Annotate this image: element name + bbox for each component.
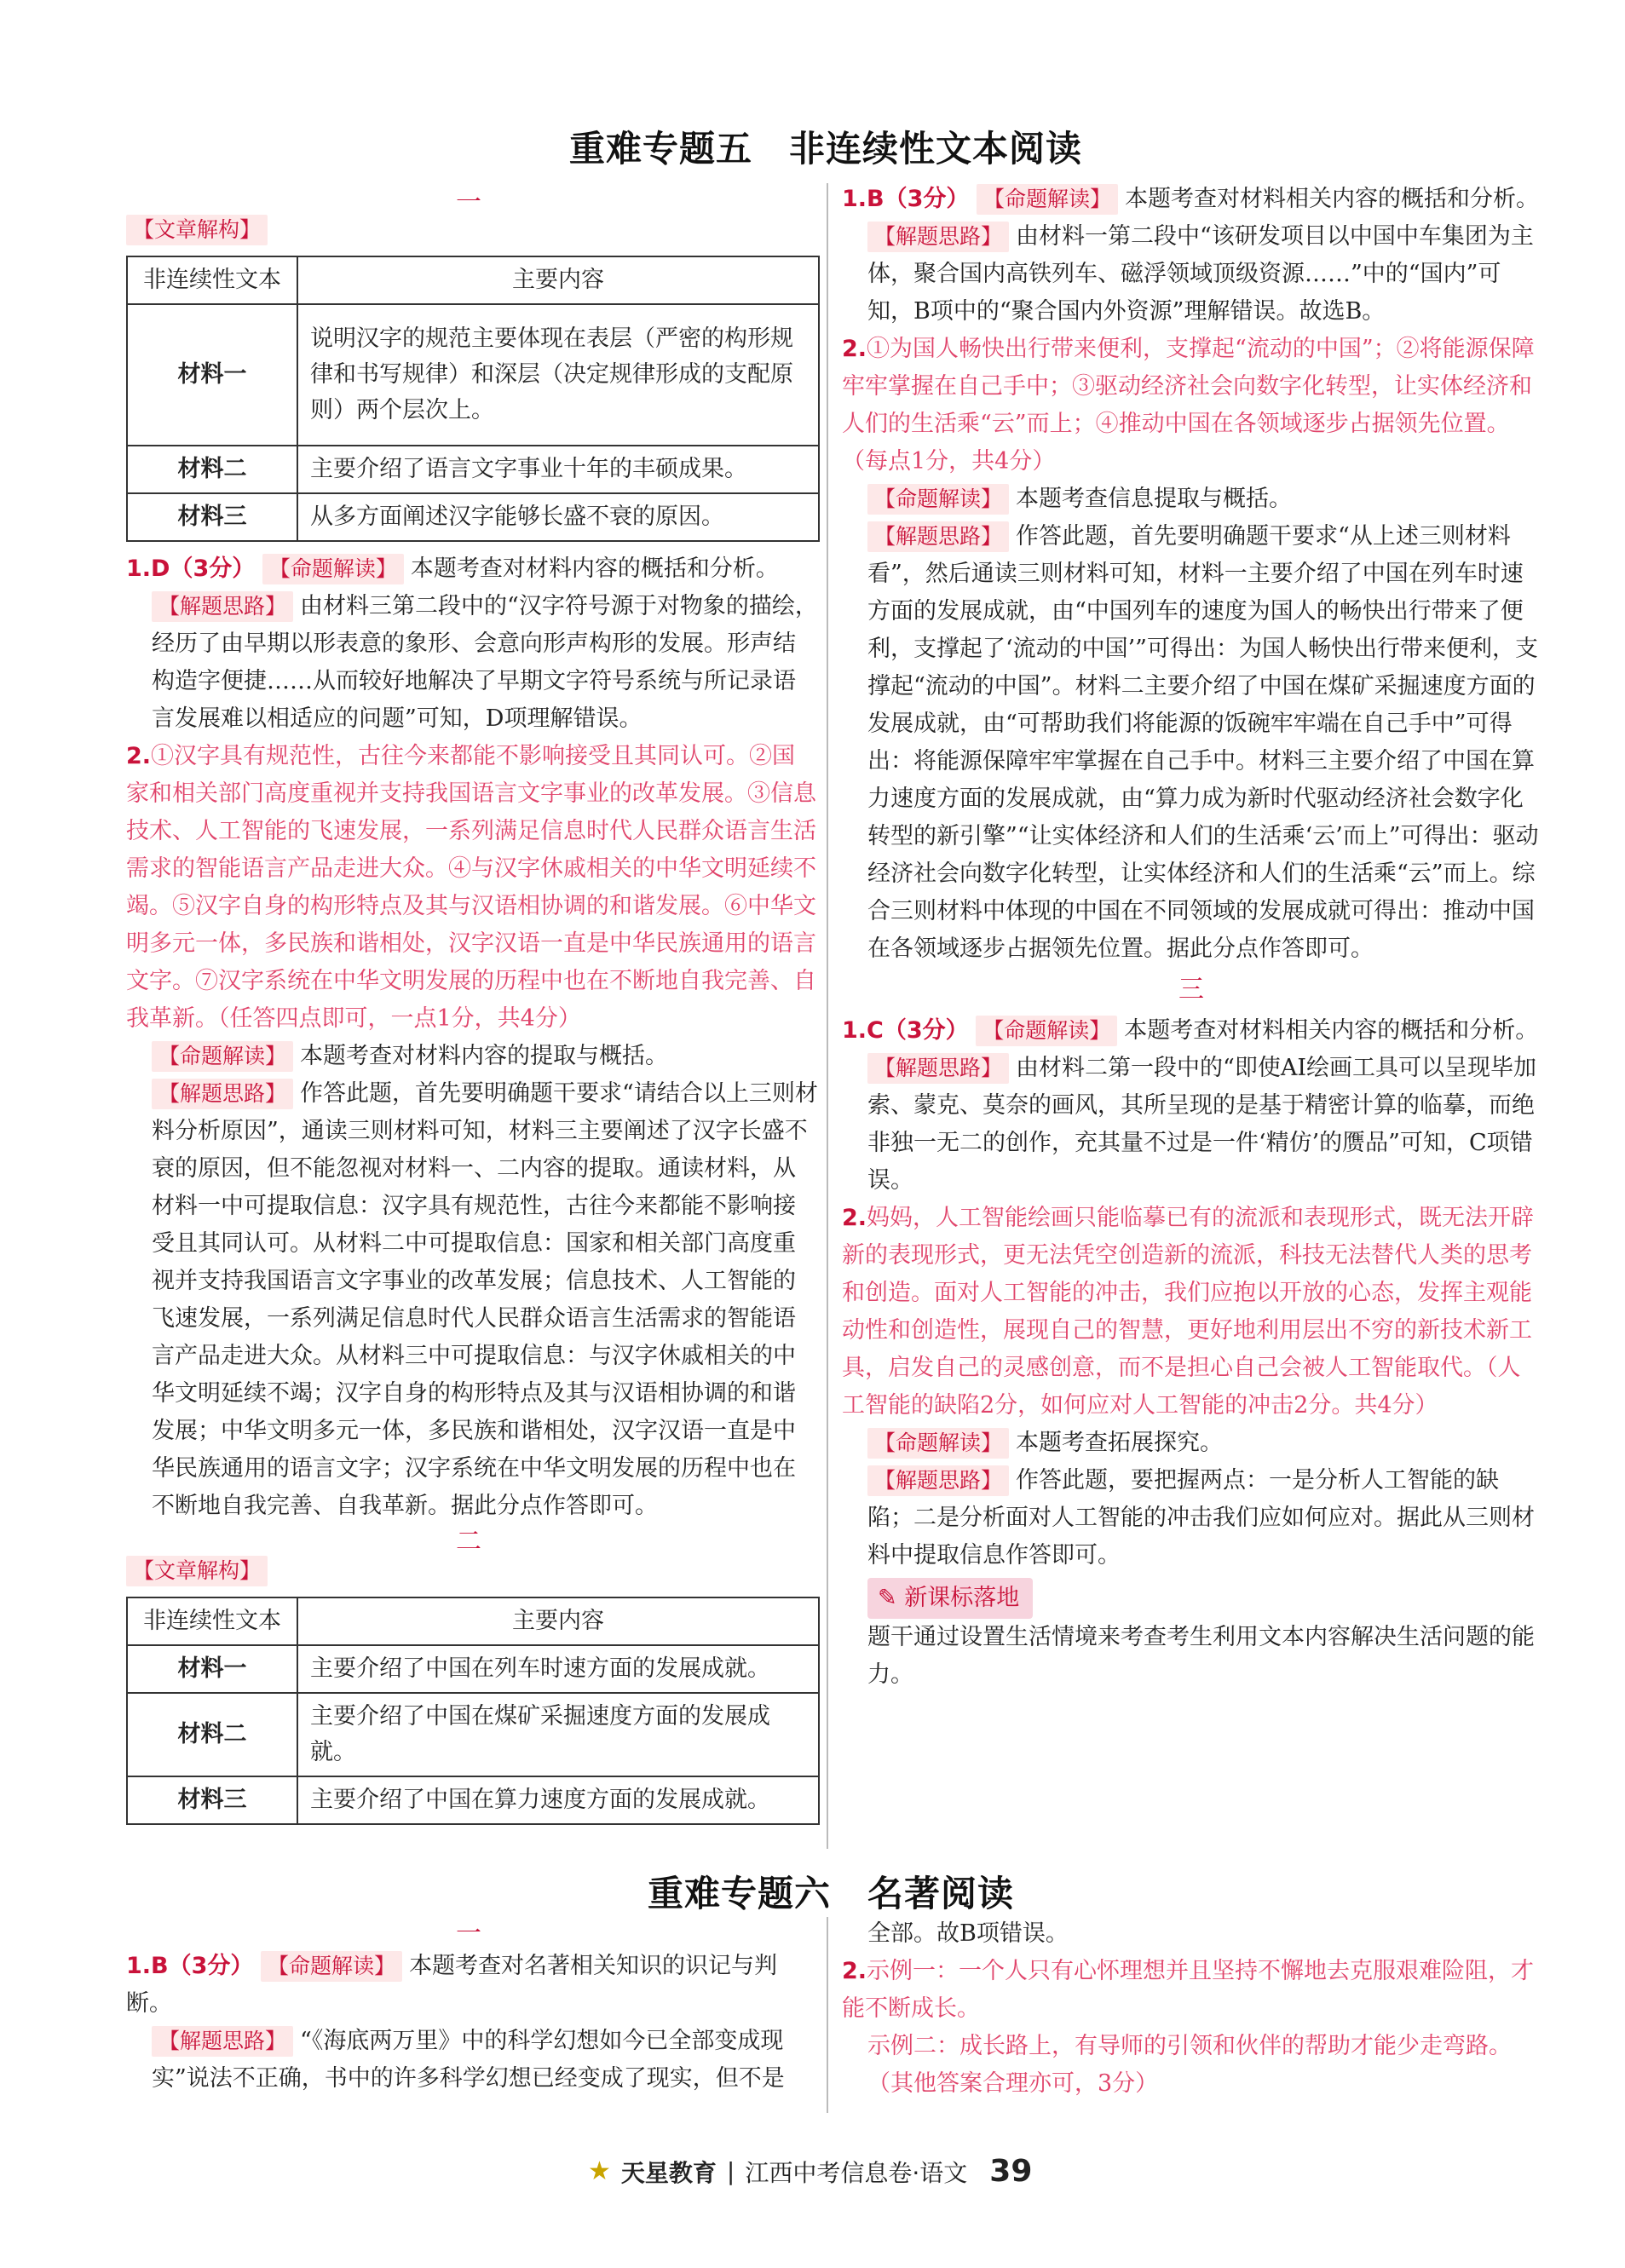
silu-text: 由材料二第一段中的“即使AI绘画工具可以呈现毕加索、蒙克、莫奈的画风，其所呈现的是基于精密计算的临摹，而绝非独一无二的创作，充其量不过是一件‘精仿’的赝品”可知，C项错误。	[867, 1055, 1537, 1194]
column-divider-2	[827, 1917, 828, 2113]
silu-tag: 【 解题思路 】	[152, 2026, 293, 2057]
mingti-text: 本题考查对材料相关内容的概括和分析。	[1124, 1017, 1539, 1044]
th-content: 主要内容	[297, 1597, 819, 1645]
column-divider	[827, 183, 828, 1849]
answer: B（3分）	[151, 1953, 254, 1979]
section-three: 三	[1178, 975, 1204, 1004]
jiegou-tag-2: 【 文章解构 】	[126, 1556, 268, 1586]
mingti-text: 本题考查对名著相关知识的识记与判断。	[126, 1953, 778, 2017]
th-content: 主要内容	[297, 256, 819, 304]
star-logo-icon: ★	[588, 2156, 611, 2186]
silu-text: 由材料三第二段中的“汉字符号源于对物象的描绘，经历了由早期以形表意的象形、会意向形声构形的发展。形声结构造字便捷……从而较好地解决了早期文字符号系统与所记录语言发展难以相适应的问题”可知，D项理解错误。	[152, 593, 818, 732]
topic6-title: 重难专题六 名著阅读	[648, 1873, 1015, 1914]
mingti-tag: 【 命题解读 】	[867, 1428, 1009, 1459]
q-number: 2.	[842, 336, 867, 362]
silu-text: 作答此题，首先要明确题干要求“请结合以上三则材料分析原因”，通读三则材料可知，材料三主要阐述了汉字长盛不衰的原因，但不能忽视对材料一、二内容的提取。通读材料，从材料一中可提取信息：汉字具有规范性，古往今来都能不影响接受且其同认可。从材料二中可提取信息：国家和相关部门高度重视并支持我国语言文字事业的改革发展；信息技术、人工智能的飞速发展，一系列满足信息时代人民群众语言生活需求的智能语言产品走进大众。从材料三中可提取信息：与汉字休戚相关的中华文明延续不竭；汉字自身的构形特点及其与汉语相协调的和谐发展；中华文明多元一体，多民族和谐相处，汉字汉语一直是中华民族通用的语言文字；汉字系统在中华文明发展的历程中也在不断地自我完善、自我革新。据此分点作答即可。	[152, 1080, 818, 1519]
silu-text: “《海底两万里》中的科学幻想如今已全部变成现实”说法不正确，书中的许多科学幻想已经变成了现实，但不是	[152, 2028, 785, 2092]
row-value: 主要介绍了中国在煤矿采掘速度方面的发展成就。	[297, 1693, 819, 1776]
footer-brand: 天星教育	[620, 2158, 717, 2187]
xinkebiao-badge	[867, 1578, 1033, 1619]
q1-continuation: 全部。故B项错误。	[867, 1920, 1069, 1947]
topic6-left	[126, 1948, 818, 2098]
structure-table-2	[126, 1597, 820, 1825]
mingti-tag: 【 命题解读 】	[261, 1951, 402, 1982]
footer-series: 江西中考信息卷·语文	[745, 2158, 968, 2187]
silu-tag: 【 解题思路 】	[867, 521, 1009, 552]
example-two: 示例二：成长路上，有导师的引领和伙伴的帮助才能少走弯路。（其他答案合理亦可，3分）	[867, 2033, 1512, 2097]
silu-tag: 【 解题思路 】	[152, 591, 293, 622]
row-key: 材料三	[127, 493, 297, 541]
xinkebiao-label: 新课标落地	[904, 1585, 1020, 1611]
section-one: 一	[456, 187, 481, 217]
jiegou-tag: 【 文章解构 】	[126, 215, 268, 245]
mingti-tag: 【 命题解读 】	[977, 184, 1118, 215]
silu-tag: 【 解题思路 】	[867, 1053, 1009, 1084]
mingti-tag: 【 命题解读 】	[152, 1041, 293, 1072]
right-column-body	[842, 181, 1541, 1694]
silu-tag: 【 解题思路 】	[867, 1465, 1009, 1496]
row-value: 主要介绍了中国在算力速度方面的发展成就。	[297, 1776, 819, 1824]
footer	[588, 2154, 1032, 2189]
row-value: 说明汉字的规范主要体现在表层（严密的构形规律和书写规律）和深层（决定规律形成的支配原则）两个层次上。	[297, 304, 819, 446]
left-column-body	[126, 550, 818, 1525]
th-text: 非连续性文本	[127, 256, 297, 304]
row-key: 材料一	[127, 304, 297, 446]
topic6-section-one: 一	[456, 1919, 481, 1949]
row-key: 材料一	[127, 1645, 297, 1693]
th-text: 非连续性文本	[127, 1597, 297, 1645]
section-two: 二	[456, 1527, 481, 1557]
q-number: 1.	[126, 555, 152, 582]
q-number: 1.	[126, 1953, 152, 1979]
row-key: 材料二	[127, 446, 297, 493]
answer-text: ①为国人畅快出行带来便利，支撑起“流动的中国”；②将能源保障牢牢掌握在自己手中；③驱动经济社会向数字化转型，让实体经济和人们的生活乘“云”而上；④推动中国在各领域逐步占据领先位置。（每点1分，共4分）	[842, 336, 1535, 475]
mingti-text: 本题考查对材料相关内容的概括和分析。	[1125, 186, 1540, 212]
silu-tag: 【 解题思路 】	[152, 1079, 293, 1109]
answer: C（3分）	[867, 1017, 969, 1044]
q-number: 2.	[842, 1205, 867, 1231]
structure-table-1	[126, 256, 820, 542]
mingti-text: 本题考查对材料内容的概括和分析。	[410, 555, 779, 582]
row-value: 从多方面阐述汉字能够长盛不衰的原因。	[297, 493, 819, 541]
answer-text: ①汉字具有规范性，古往今来都能不影响接受且其同认可。②国家和相关部门高度重视并支持我国语言文字事业的改革发展。③信息技术、人工智能的飞速发展，一系列满足信息时代人民群众语言生活需求的智能语言产品走进大众。④与汉字休戚相关的中华文明延续不竭。⑤汉字自身的构形特点及其与汉语相协调的和谐发展。⑥中华文明多元一体，多民族和谐相处，汉字汉语一直是中华民族通用的语言文字。⑦汉字系统在中华文明发展的历程中也在不断地自我完善、自我革新。（任答四点即可，一点1分，共4分）	[126, 743, 816, 1032]
q-number: 2.	[842, 1958, 867, 1984]
page-number: 39	[989, 2154, 1033, 2189]
answer-text: 妈妈，人工智能绘画只能临摹已有的流派和表现形式，既无法开辟新的表现形式，更无法凭空创造新的流派，科技无法替代人类的思考和创造。面对人工智能的冲击，我们应抱以开放的心态，发挥主观能动性和创造性，展现自己的智慧，更好地利用层出不穷的新技术新工具，启发自己的灵感创意，而不是担心自己会被人工智能取代。（人工智能的缺陷2分，如何应对人工智能的冲击2分。共4分）	[842, 1205, 1535, 1419]
example-one: 示例一：一个人只有心怀理想并且坚持不懈地去克服艰难险阻，才能不断成长。	[842, 1958, 1535, 2022]
row-key: 材料三	[127, 1776, 297, 1824]
mingti-text: 本题考查信息提取与概括。	[1016, 486, 1293, 512]
xinkebiao-text: 题干通过设置生活情境来考查考生利用文本内容解决生活问题的能力。	[867, 1624, 1535, 1688]
footer-separator: |	[726, 2157, 735, 2185]
silu-text: 作答此题，首先要明确题干要求“从上述三则材料看”，然后通读三则材料可知，材料一主要介绍了中国在列车时速方面的发展成就，由“中国列车的速度为国人的畅快出行带来了便利，支撑起了‘流动的中国’”可得出：为国人畅快出行带来便利，支撑起“流动的中国”。材料二主要介绍了中国在煤矿采掘速度方面的发展成就，由“可帮助我们将能源的饭碗牢牢端在自己手中”可得出：将能源保障牢牢掌握在自己手中。材料三主要介绍了中国在算力速度方面的发展成就，由“算力成为新时代驱动经济社会数字化转型的新引擎”“让实体经济和人们的生活乘‘云’而上”可得出：驱动经济社会向数字化转型，让实体经济和人们的生活乘“云”而上。综合三则材料中体现的中国在不同领域的发展成就可得出：推动中国在各领域逐步占据领先位置。据此分点作答即可。	[867, 523, 1539, 962]
answer: D（3分）	[151, 555, 256, 582]
mingti-tag: 【 命题解读 】	[262, 554, 404, 584]
mingti-tag: 【 命题解读 】	[976, 1016, 1117, 1046]
q-number: 2.	[126, 743, 152, 769]
silu-tag: 【 解题思路 】	[867, 222, 1009, 252]
silu-text: 由材料一第二段中“该研发项目以中国中车集团为主体，聚合国内高铁列车、磁浮领域顶级资源……”中的“国内”可知，B项中的“聚合国内外资源”理解错误。故选B。	[867, 223, 1534, 325]
q-number: 1.	[842, 186, 867, 212]
topic5-title: 重难专题五 非连续性文本阅读	[569, 128, 1083, 170]
row-key: 材料二	[127, 1693, 297, 1776]
silu-text: 作答此题，要把握两点：一是分析人工智能的缺陷；二是分析面对人工智能的冲击我们应如何应对。据此从三则材料中提取信息作答即可。	[867, 1467, 1535, 1569]
row-value: 主要介绍了中国在列车时速方面的发展成就。	[297, 1645, 819, 1693]
magic-wand-icon: ✎	[878, 1585, 905, 1611]
answer: B（3分）	[867, 186, 970, 212]
q-number: 1.	[842, 1017, 867, 1044]
mingti-text: 本题考查拓展探究。	[1016, 1430, 1224, 1456]
topic6-right	[842, 1915, 1541, 2103]
row-value: 主要介绍了语言文字事业十年的丰硕成果。	[297, 446, 819, 493]
mingti-text: 本题考查对材料内容的提取与概括。	[300, 1043, 669, 1069]
mingti-tag: 【 命题解读 】	[867, 484, 1009, 515]
